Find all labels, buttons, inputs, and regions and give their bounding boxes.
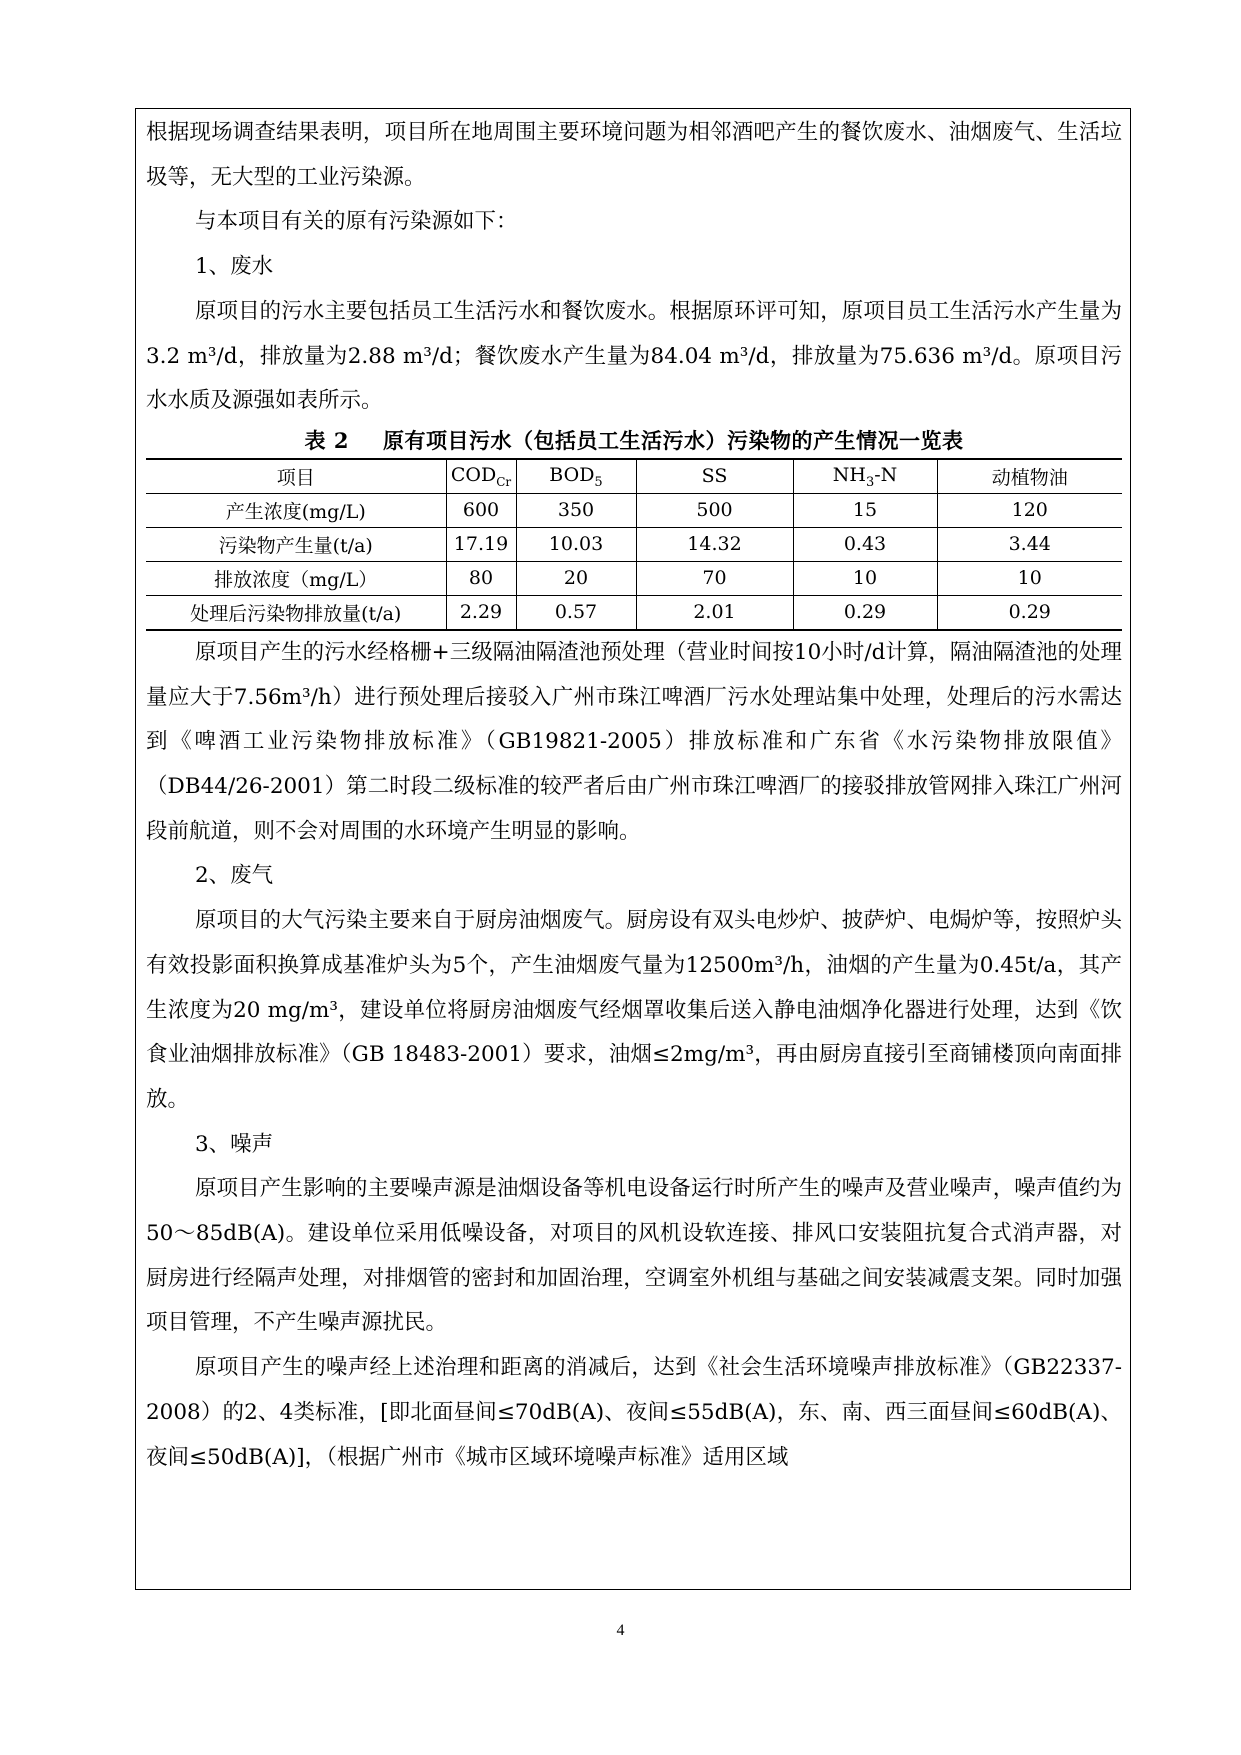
table-caption-title: 原有项目污水（包括员工生活污水）污染物的产生情况一览表 — [382, 427, 964, 453]
header-ss: SS — [636, 459, 793, 494]
paragraph: 原项目产生的污水经格栅+三级隔油隔渣池预处理（营业时间按10小时/d计算，隔油隔渣池的处理量应大于7.56m³/h）进行预处理后接驳入广州市珠江啤酒厂污水处理站集中处理，处理后的污水需达到《啤酒工业污染物排放标准》（GB19821-2005）排放标准和广东省《水污染物排放限值》（DB44/26-2001）第二时段二级标准的较严者后由广州市珠江啤酒厂的接驳排放管网排入珠江广州河段前航道，则不会对周围的水环境产生明显的影响。 — [146, 639, 1122, 844]
header-n-text: -N — [874, 463, 898, 486]
table-cell: 120 — [937, 493, 1122, 527]
header-nh3n — [793, 459, 937, 494]
row-label: 处理后污染物排放量(t/a) — [146, 595, 446, 630]
row-label: 排放浓度（mg/L） — [146, 561, 446, 595]
table-cell: 0.43 — [793, 527, 937, 561]
table-cell: 20 — [516, 561, 636, 595]
table-cell: 70 — [636, 561, 793, 595]
header-bod — [516, 459, 636, 494]
table-cell: 0.57 — [516, 595, 636, 630]
document-content — [146, 111, 1122, 1480]
paragraph: 根据现场调查结果表明，项目所在地周围主要环境问题为相邻酒吧产生的餐饮废水、油烟废气、生活垃圾等，无大型的工业污染源。 — [146, 120, 1122, 190]
row-label: 产生浓度(mg/L) — [146, 493, 446, 527]
table-cell: 17.19 — [446, 527, 516, 561]
header-nh-subscript: 3 — [865, 474, 875, 490]
table-cell: 15 — [793, 493, 937, 527]
table-cell: 10 — [937, 561, 1122, 595]
paragraph: 原项目的大气污染主要来自于厨房油烟废气。厨房设有双头电炒炉、披萨炉、电焗炉等，按照炉头有效投影面积换算成基准炉头为5个，产生油烟废气量为12500m³/h，油烟的产生量为0.45t/a，其产生浓度为20 mg/m³，建设单位将厨房油烟废气经烟罩收集后送入静电油烟净化器进行处理，达到《饮食业油烟排放标准》（GB 18483-2001）要求，油烟≤2mg/m³，再由厨房直接引至商铺楼顶向南面排放。 — [146, 908, 1122, 1112]
table-cell: 80 — [446, 561, 516, 595]
table-row — [146, 561, 1122, 595]
table-row — [146, 527, 1122, 561]
table-cell: 2.29 — [446, 595, 516, 630]
page-number: 4 — [616, 1622, 625, 1639]
table-cell: 10.03 — [516, 527, 636, 561]
paragraph: 原项目产生的噪声经上述治理和距离的消减后，达到《社会生活环境噪声排放标准》（GB22337-2008）的2、4类标准，[即北面昼间≤70dB(A)、夜间≤55dB(A)，东、南、西三面昼间≤60dB(A)、夜间≤50dB(A)]，（根据广州市《城市区域环境噪声标准》适用区域 — [146, 1355, 1122, 1470]
bottom-paragraphs — [146, 631, 1122, 1480]
table-cell: 500 — [636, 493, 793, 527]
table-cell: 10 — [793, 561, 937, 595]
table-cell: 2.01 — [636, 595, 793, 630]
table-row — [146, 493, 1122, 527]
header-nh-text: NH — [832, 463, 866, 486]
paragraph: 原项目产生影响的主要噪声源是油烟设备等机电设备运行时所产生的噪声及营业噪声，噪声值约为50～85dB(A)。建设单位采用低噪设备，对项目的风机设软连接、排风口安装阻抗复合式消声器，对厨房进行经隔声处理，对排烟管的密封和加固治理，空调室外机组与基础之间安装减震支架。同时加强项目管理，不产生噪声源扰民。 — [146, 1176, 1122, 1336]
document-frame — [135, 108, 1131, 1590]
header-item: 项目 — [146, 459, 446, 494]
paragraph: 与本项目有关的原有污染源如下： — [195, 209, 518, 235]
section-heading-noise: 3、噪声 — [195, 1131, 274, 1157]
table-cell: 0.29 — [937, 595, 1122, 630]
header-cod — [446, 459, 516, 494]
table-cell: 0.29 — [793, 595, 937, 630]
table-header-row — [146, 459, 1122, 494]
header-cod-text: COD — [450, 464, 497, 487]
table-cell: 600 — [446, 493, 516, 527]
section-heading-exhaust: 2、废气 — [195, 863, 274, 889]
table-row — [146, 595, 1122, 630]
table-caption — [146, 424, 1122, 458]
table-caption-label: 表 2 — [304, 427, 349, 453]
header-bod-subscript: 5 — [594, 474, 603, 490]
pollutant-table — [146, 458, 1122, 631]
top-paragraphs — [146, 111, 1122, 424]
row-label: 污染物产生量(t/a) — [146, 527, 446, 561]
header-oil: 动植物油 — [937, 459, 1122, 494]
table-cell: 14.32 — [636, 527, 793, 561]
section-heading-wastewater: 1、废水 — [195, 254, 274, 280]
table-cell: 3.44 — [937, 527, 1122, 561]
header-cod-subscript: Cr — [496, 474, 512, 489]
table-cell: 350 — [516, 493, 636, 527]
paragraph: 原项目的污水主要包括员工生活污水和餐饮废水。根据原环评可知，原项目员工生活污水产生量为3.2 m³/d，排放量为2.88 m³/d；餐饮废水产生量为84.04 m³/d，排放量为75.636 m³/d。原项目污水水质及源强如表所示。 — [146, 298, 1122, 414]
header-bod-text: BOD — [549, 463, 595, 486]
